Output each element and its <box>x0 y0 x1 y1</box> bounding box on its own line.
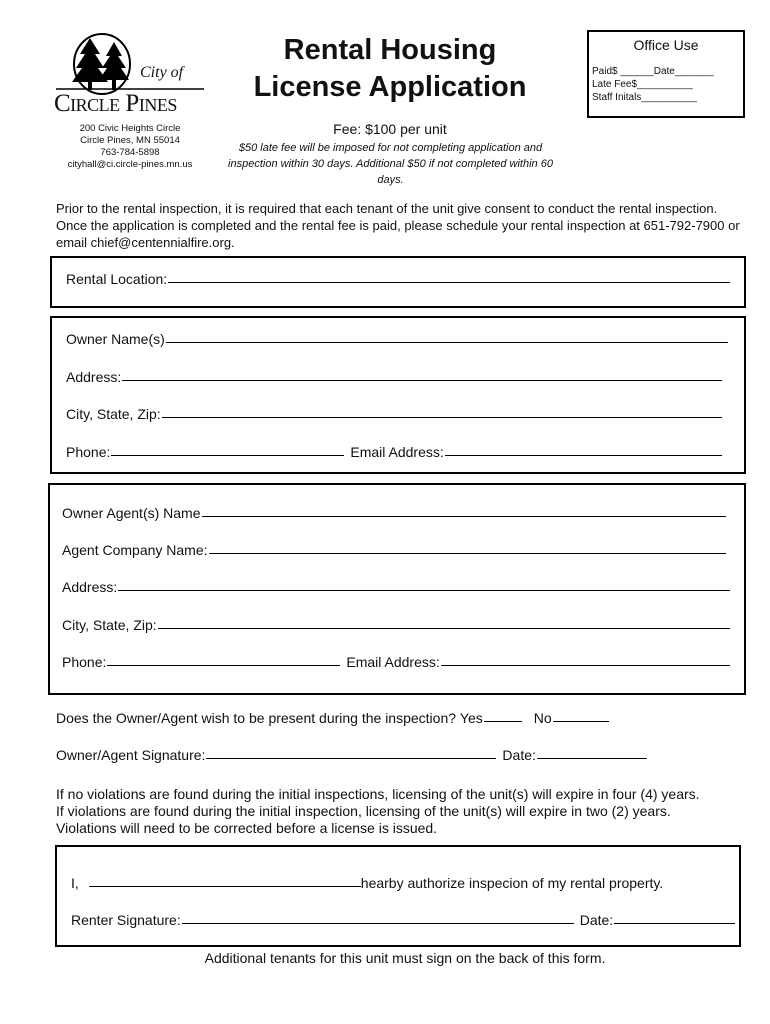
owner-address-field[interactable] <box>66 369 722 385</box>
agent-city-label: City, State, Zip: <box>62 617 157 633</box>
contact-email: cityhall@ci.circle-pines.mn.us <box>67 159 193 170</box>
rental-location-field[interactable] <box>66 271 730 287</box>
renter-signature-line[interactable] <box>182 922 574 924</box>
owner-name-line[interactable] <box>166 341 728 343</box>
violations-line-1: If no violations are found during the initial inspections, licensing of the unit(s) will expire in four (4) years. <box>56 786 700 802</box>
presence-question-row <box>56 710 609 726</box>
city-logo <box>52 30 212 125</box>
office-use-heading: Office Use <box>633 37 699 53</box>
office-staff-line: Staff Initals__________ <box>592 92 697 103</box>
contact-phone: 763-784-5898 <box>100 147 160 158</box>
owner-address-label: Address: <box>66 369 122 385</box>
agent-email-label: Email Address: <box>346 654 440 670</box>
city-name-text: Circle Pines <box>54 90 177 117</box>
owner-signature-row <box>56 747 647 763</box>
violations-line-2: If violations are found during the initial inspection, licensing of the unit(s) will expire in two (2) years. <box>56 803 671 819</box>
presence-no-line[interactable] <box>553 720 609 722</box>
title-line-1: Rental Housing <box>283 34 497 66</box>
owner-city-line[interactable] <box>162 416 722 418</box>
agent-address-line[interactable] <box>118 589 730 591</box>
owner-phone-line[interactable] <box>111 454 344 456</box>
office-use-box <box>587 30 745 118</box>
renter-authorize-text: hearby authorize inspecion of my rental property. <box>360 875 664 891</box>
agent-name-label: Owner Agent(s) Name <box>62 505 201 521</box>
owner-box <box>50 316 746 474</box>
agent-city-field[interactable] <box>62 617 730 633</box>
renter-box <box>55 845 741 947</box>
contact-address: 200 Civic Heights Circle <box>79 123 181 134</box>
office-paid-line: Paid$ ______Date_______ <box>592 66 714 77</box>
renter-date-label: Date: <box>579 912 614 928</box>
presence-no-label: No <box>533 710 552 726</box>
agent-company-line[interactable] <box>209 552 726 554</box>
rental-location-label: Rental Location: <box>66 271 168 287</box>
owner-name-label: Owner Name(s) <box>66 331 165 347</box>
agent-address-field[interactable] <box>62 579 730 595</box>
agent-phone-label: Phone: <box>62 654 107 670</box>
contact-city: Circle Pines, MN 55014 <box>80 135 180 146</box>
title-line-2: License Application <box>253 71 527 103</box>
office-late-fee-line: Late Fee$__________ <box>592 79 693 90</box>
owner-contact-row <box>66 444 722 460</box>
agent-name-field[interactable] <box>62 505 726 521</box>
agent-company-field[interactable] <box>62 542 726 558</box>
owner-city-field[interactable] <box>66 406 722 422</box>
city-of-text: City of <box>140 64 184 81</box>
renter-date-line[interactable] <box>614 922 735 924</box>
renter-signature-label: Renter Signature: <box>71 912 181 928</box>
presence-question: Does the Owner/Agent wish to be present during the inspection? <box>56 710 457 726</box>
agent-contact-row <box>62 654 730 670</box>
owner-phone-label: Phone: <box>66 444 111 460</box>
intro-paragraph: Prior to the rental inspection, it is required that each tenant of the unit give consent to conduct the rental inspection. Once the application is completed and the rental fee is paid, please schedule your rental inspection at 651-792-7900 or email chief@centennialfire.org. <box>56 201 740 250</box>
owner-address-line[interactable] <box>122 379 722 381</box>
page-title <box>235 32 545 106</box>
late-fee-note: $50 late fee will be imposed for not completing application and inspection within 30 days. Additional $50 if not completed within 60 days. <box>228 142 553 186</box>
agent-address-label: Address: <box>62 579 118 595</box>
violations-line-3: Violations will need to be corrected before a license is issued. <box>56 820 438 836</box>
footer-note: Additional tenants for this unit must sign on the back of this form. <box>204 950 606 966</box>
owner-city-label: City, State, Zip: <box>66 406 161 422</box>
agent-box <box>48 483 746 695</box>
agent-email-line[interactable] <box>441 664 730 666</box>
owner-signature-date-line[interactable] <box>537 757 647 759</box>
owner-name-field[interactable] <box>66 331 728 347</box>
agent-name-line[interactable] <box>202 515 727 517</box>
renter-signature-row <box>71 912 735 928</box>
presence-yes-label: Yes <box>459 710 483 726</box>
owner-email-line[interactable] <box>445 454 722 456</box>
agent-city-line[interactable] <box>158 627 730 629</box>
violations-paragraph <box>56 786 756 837</box>
renter-name-line[interactable] <box>89 885 361 887</box>
owner-signature-date-label: Date: <box>502 747 536 763</box>
city-contact <box>50 123 210 171</box>
owner-signature-line[interactable] <box>206 757 496 759</box>
renter-i-label: I, <box>71 875 79 891</box>
rental-location-box <box>50 256 746 308</box>
owner-signature-label: Owner/Agent Signature: <box>56 747 206 763</box>
renter-authorize-row <box>71 875 663 891</box>
agent-company-label: Agent Company Name: <box>62 542 208 558</box>
agent-phone-line[interactable] <box>107 664 340 666</box>
owner-email-label: Email Address: <box>350 444 444 460</box>
presence-yes-line[interactable] <box>484 720 522 722</box>
fee-text: Fee: $100 per unit <box>333 121 447 137</box>
rental-location-line[interactable] <box>168 281 730 283</box>
